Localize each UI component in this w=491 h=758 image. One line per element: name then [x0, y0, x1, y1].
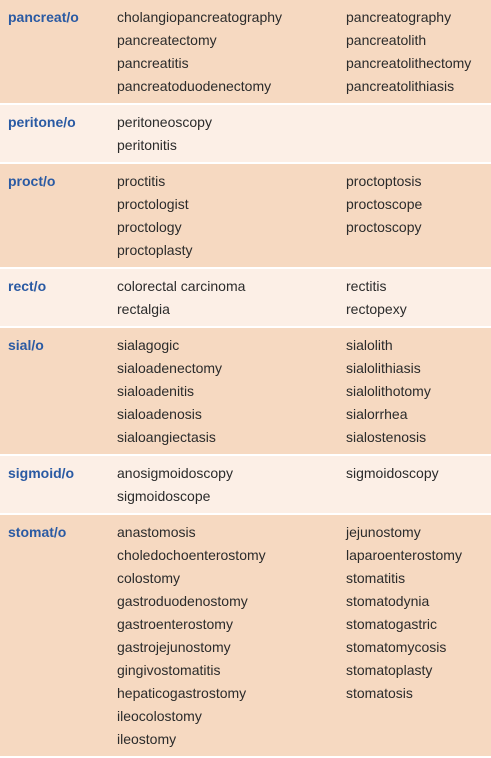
term: proctitis: [117, 173, 166, 189]
term: anastomosis: [117, 524, 196, 540]
term: sialorrhea: [346, 406, 408, 422]
term-columns: [117, 521, 491, 751]
term: sigmoidoscope: [117, 488, 211, 504]
term: proctologist: [117, 196, 189, 212]
term: sialolith: [346, 337, 393, 353]
table-row: [0, 456, 491, 515]
term-column-col1: [117, 170, 346, 262]
term-column-col2: [346, 275, 491, 321]
term-column-col2: [346, 462, 491, 508]
term: jejunostomy: [346, 524, 421, 540]
table-row: [0, 328, 491, 456]
term-columns: [117, 275, 491, 321]
term: proctoscopy: [346, 219, 422, 235]
term: proctoplasty: [117, 242, 193, 258]
term: sialagogic: [117, 337, 180, 353]
term-columns: [117, 6, 491, 98]
table-row: [0, 0, 491, 105]
word-root-label: pancreat/o: [8, 9, 79, 25]
term: gingivostomatitis: [117, 662, 221, 678]
term-column-col1: [117, 334, 346, 449]
term: laparoenterostomy: [346, 547, 462, 563]
term: ileocolostomy: [117, 708, 202, 724]
term-column-col1: [117, 521, 346, 751]
word-root-label: sigmoid/o: [8, 465, 75, 481]
term: sialolithiasis: [346, 360, 421, 376]
table-row: [0, 164, 491, 269]
word-root-label: rect/o: [8, 278, 47, 294]
term: colorectal carcinoma: [117, 278, 246, 294]
term: choledochoenterostomy: [117, 547, 266, 563]
word-root-label: peritone/o: [8, 114, 76, 130]
term: gastroenterostomy: [117, 616, 233, 632]
term-column-col1: [117, 275, 346, 321]
term: ileostomy: [117, 731, 177, 747]
term: hepaticogastrostomy: [117, 685, 247, 701]
term: rectalgia: [117, 301, 170, 317]
term: pancreatectomy: [117, 32, 217, 48]
term: pancreatolithectomy: [346, 55, 472, 71]
term-columns: [117, 111, 491, 157]
term: colostomy: [117, 570, 181, 586]
term: sigmoidoscopy: [346, 465, 439, 481]
term: rectitis: [346, 278, 387, 294]
term: peritonitis: [117, 137, 177, 153]
term: peritoneoscopy: [117, 114, 212, 130]
term: proctoptosis: [346, 173, 422, 189]
term-column-col2: [346, 6, 491, 98]
term: stomatogastric: [346, 616, 438, 632]
term: sialoadenectomy: [117, 360, 223, 376]
term: gastrojejunostomy: [117, 639, 231, 655]
term: sialoadenitis: [117, 383, 195, 399]
table-row: [0, 515, 491, 758]
term: stomatomycosis: [346, 639, 447, 655]
term: proctoscope: [346, 196, 423, 212]
term-column-col1: [117, 111, 346, 157]
term: gastroduodenostomy: [117, 593, 248, 609]
term-column-col2: [346, 521, 491, 751]
term: pancreatolithiasis: [346, 78, 455, 94]
term: pancreatoduodenectomy: [117, 78, 272, 94]
term: cholangiopancreatography: [117, 9, 283, 25]
word-root-label: proct/o: [8, 173, 56, 189]
term: stomatoplasty: [346, 662, 433, 678]
word-root-label: sial/o: [8, 337, 44, 353]
table-row: [0, 269, 491, 328]
term: sialoangiectasis: [117, 429, 216, 445]
term: sialostenosis: [346, 429, 427, 445]
term-column-col2: [346, 111, 491, 157]
term-columns: [117, 334, 491, 449]
term: anosigmoidoscopy: [117, 465, 233, 481]
term-column-col1: [117, 6, 346, 98]
term: sialolithotomy: [346, 383, 431, 399]
term: pancreatitis: [117, 55, 189, 71]
term: stomatodynia: [346, 593, 430, 609]
term: proctology: [117, 219, 182, 235]
term: pancreatography: [346, 9, 452, 25]
term: rectopexy: [346, 301, 407, 317]
term: stomatosis: [346, 685, 413, 701]
word-root-label: stomat/o: [8, 524, 67, 540]
term: stomatitis: [346, 570, 406, 586]
term-column-col2: [346, 170, 491, 262]
term-column-col2: [346, 334, 491, 449]
term-columns: [117, 170, 491, 262]
term-columns: [117, 462, 491, 508]
term: pancreatolith: [346, 32, 427, 48]
table-row: [0, 105, 491, 164]
term: sialoadenosis: [117, 406, 202, 422]
term-column-col1: [117, 462, 346, 508]
